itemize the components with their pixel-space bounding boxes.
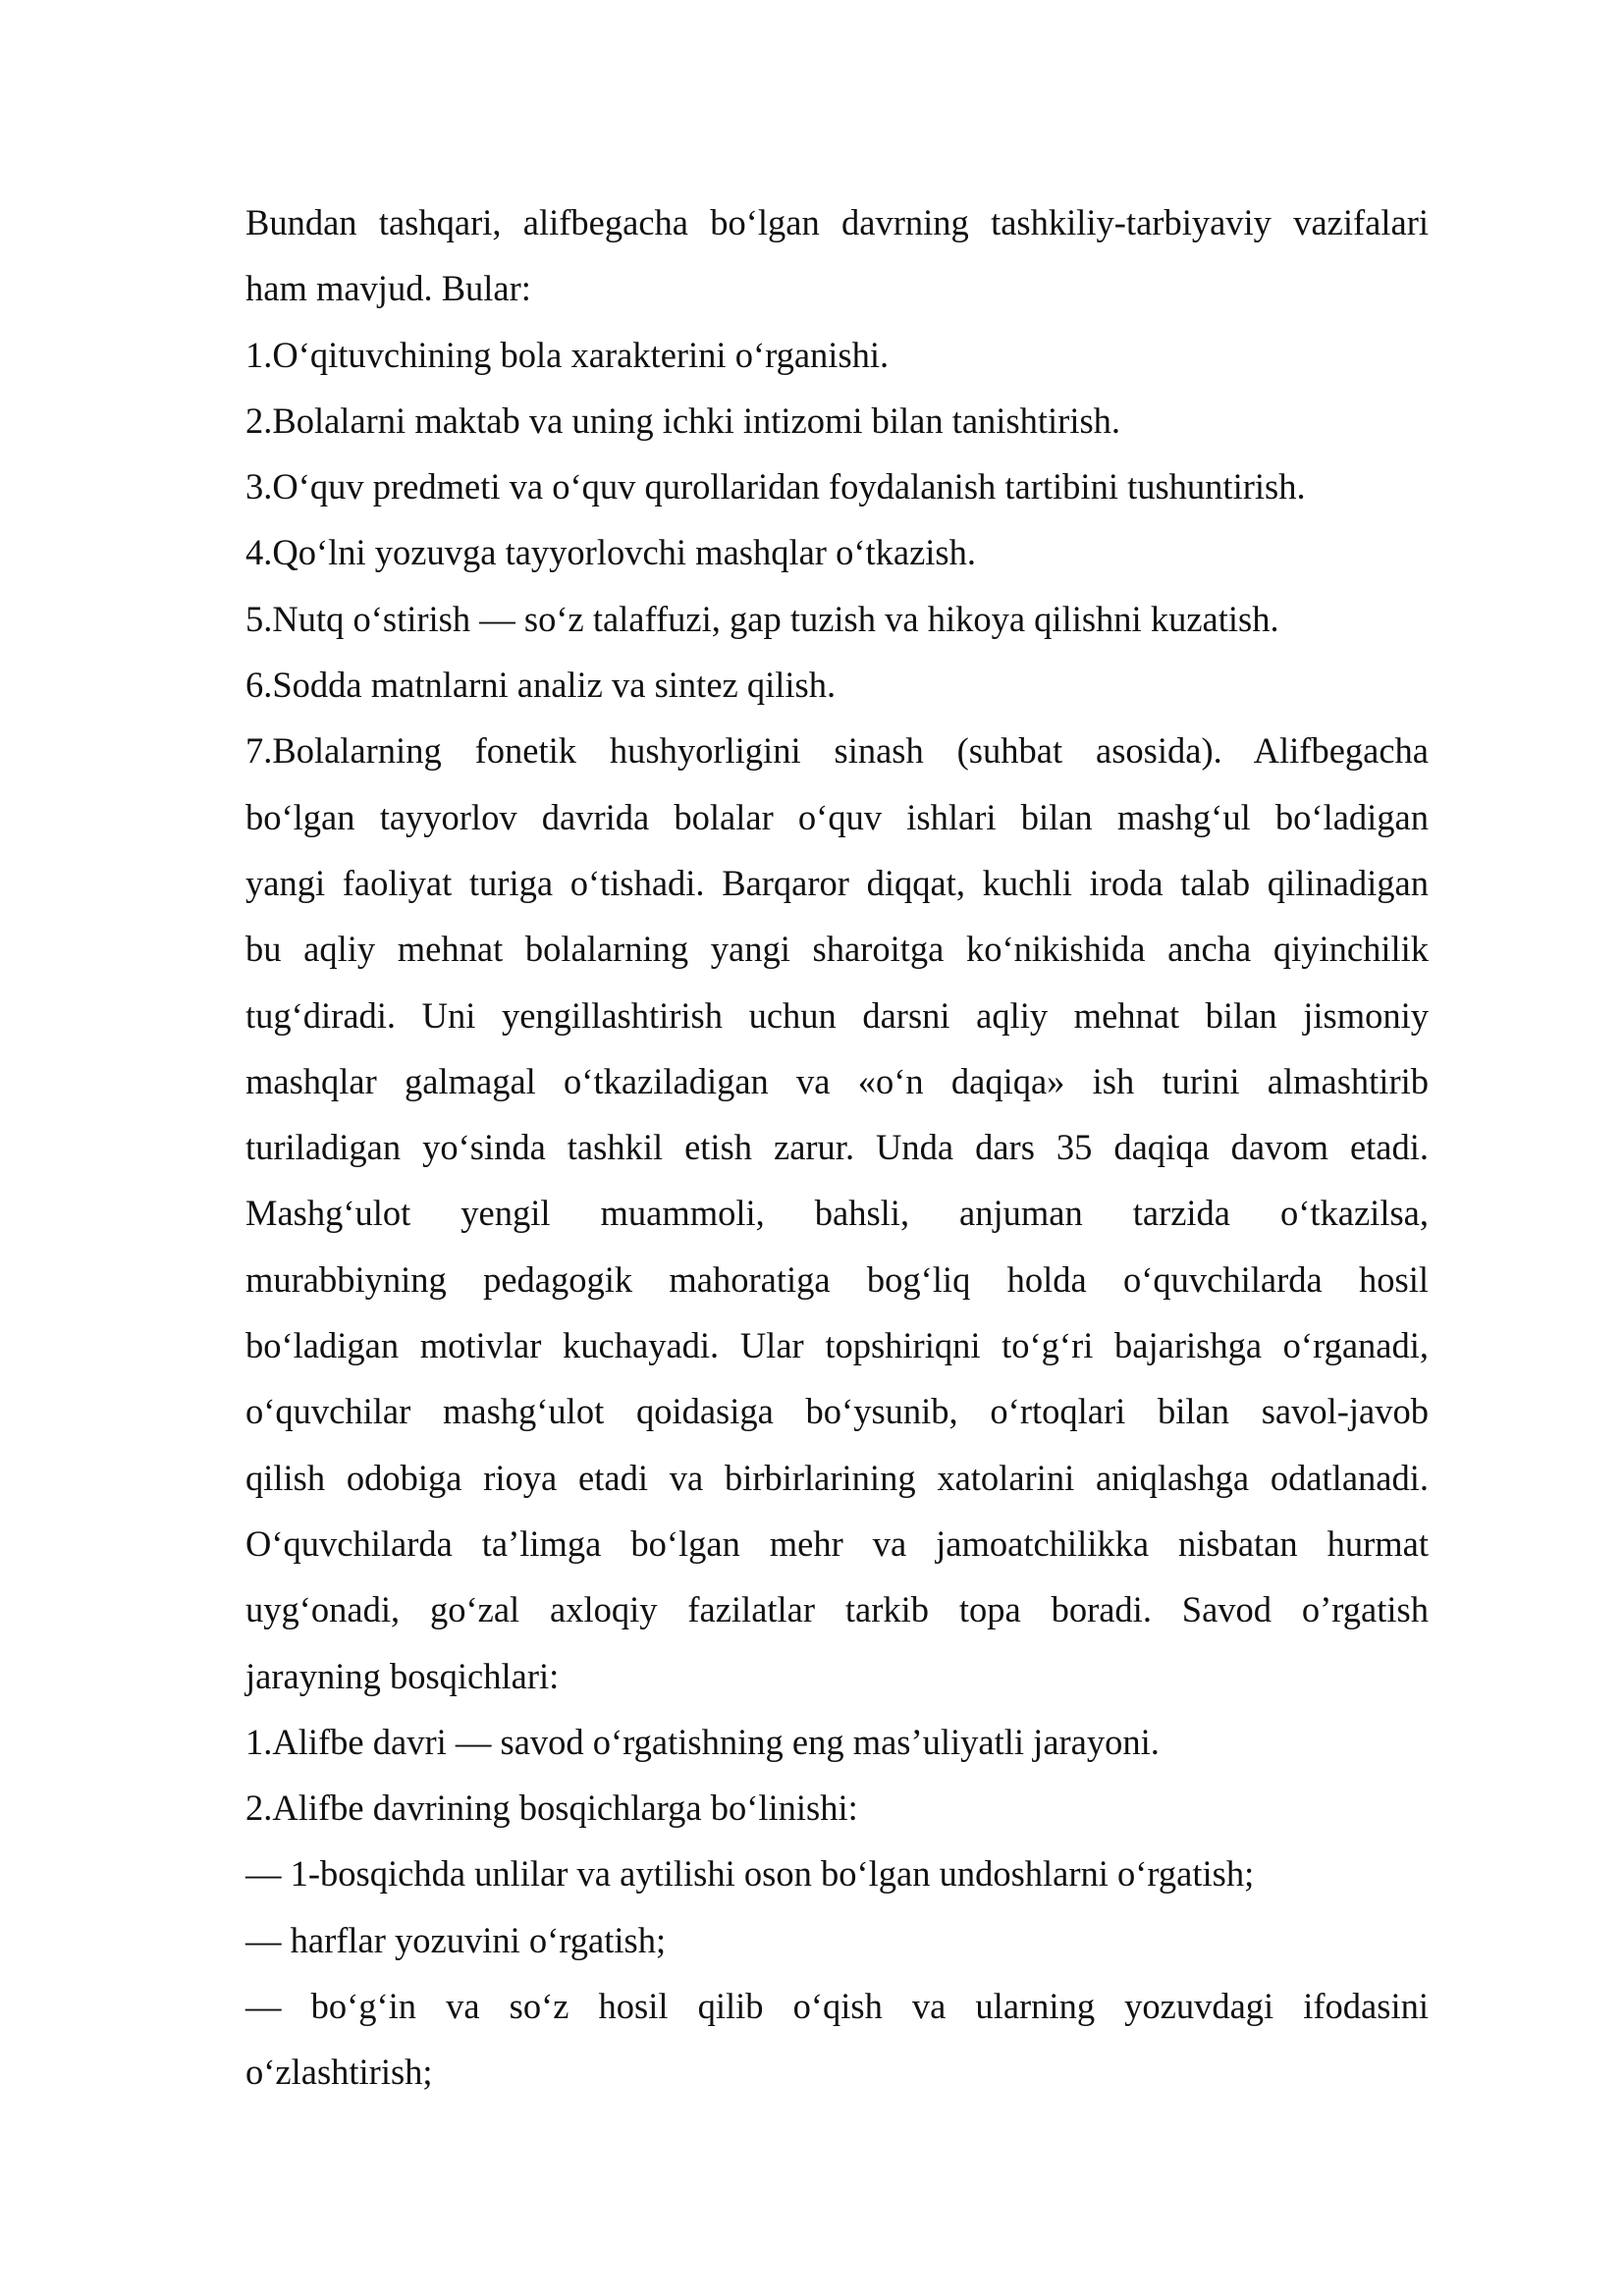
paragraph-7-line-10: bo‘ladigan motivlar kuchayadi. Ular topshiriqni to‘g‘ri bajarishga o‘rganadi, (245, 1325, 1429, 1366)
paragraph-7-line-3: yangi faoliyat turiga o‘tishadi. Barqaror diqqat, kuchli iroda talab qilinadigan (245, 862, 1429, 903)
final-item-line-2: o‘zlashtirish; (245, 2052, 433, 2093)
intro-line-2: ham mavjud. Bular: (245, 268, 531, 309)
task-item-6: 6.Sodda matnlarni analiz va sintez qilish. (245, 665, 837, 706)
paragraph-7-line-11: o‘quvchilar mashg‘ulot qoidasiga bo‘ysunib, o‘rtoqlari bilan savol-javob (245, 1391, 1429, 1432)
stage-item-2: 2.Alifbe davrining bosqichlarga bo‘linishi: (245, 1788, 858, 1829)
paragraph-7-line-6: mashqlar galmagal o‘tkaziladigan va «o‘n daqiqa» ish turini almashtirib (245, 1060, 1429, 1101)
paragraph-7-line-5: tug‘diradi. Uni yengillashtirish uchun darsni aqliy mehnat bilan jismoniy (245, 994, 1429, 1036)
intro-line-1: Bundan tashqari, alifbegacha bo‘lgan davrning tashkiliy-tarbiyaviy vazifalari (245, 202, 1429, 242)
task-item-2: 2.Bolalarni maktab va uning ichki intizomi bilan tanishtirish. (245, 400, 1121, 441)
paragraph-7-last-line: jarayning bosqichlari: (245, 1655, 560, 1696)
paragraph-7-line-12: qilish odobiga rioya etadi va birbirlarining xatolarini aniqlashga odatlanadi. (245, 1457, 1429, 1498)
paragraph-7-line-8: Mashg‘ulot yengil muammoli, bahsli, anjuman tarzida o‘tkazilsa, (245, 1193, 1429, 1234)
paragraph-7-line-14: uyg‘onadi, go‘zal axloqiy fazilatlar tarkib topa boradi. Savod o’rgatish (245, 1589, 1429, 1630)
paragraph-7-line-2: bo‘lgan tayyorlov davrida bolalar o‘quv ishlari bilan mashg‘ul bo‘ladigan (245, 796, 1429, 837)
final-item-line-1: — bo‘g‘in va so‘z hosil qilib o‘qish va ularning yozuvdagi ifodasini (245, 1986, 1429, 2027)
paragraph-7-line-1: 7.Bolalarning fonetik hushyorligini sinash (suhbat asosida). Alifbegacha (245, 730, 1429, 772)
substage-item-2: — harflar yozuvini o‘rgatish; (245, 1919, 667, 1960)
substage-item-1: — 1-bosqichda unlilar va aytilishi oson bo‘lgan undoshlarni o‘rgatish; (245, 1853, 1255, 1895)
paragraph-7-line-4: bu aqliy mehnat bolalarning yangi sharoitga ko‘nikishida ancha qiyinchilik (245, 929, 1429, 970)
paragraph-7-line-13: O‘quvchilarda ta’limga bo‘lgan mehr va jamoatchilikka nisbatan hurmat (245, 1522, 1429, 1564)
stage-item-1: 1.Alifbe davri — savod o‘rgatishning eng mas’uliyatli jarayoni. (245, 1721, 1160, 1762)
document-page (245, 189, 1429, 2106)
paragraph-7-line-9: murabbiyning pedagogik mahoratiga bog‘liq holda o‘quvchilarda hosil (245, 1258, 1429, 1300)
task-item-1: 1.O‘qituvchining bola xarakterini o‘rganishi. (245, 334, 890, 375)
task-item-4: 4.Qo‘lni yozuvga tayyorlovchi mashqlar o‘tkazish. (245, 532, 977, 573)
task-item-3: 3.O‘quv predmeti va o‘quv qurollaridan foydalanish tartibini tushuntirish. (245, 466, 1306, 507)
paragraph-7-line-7: turiladigan yo‘sinda tashkil etish zarur. Unda dars 35 daqiqa davom etadi. (245, 1127, 1429, 1168)
task-item-5: 5.Nutq o‘stirish — so‘z talaffuzi, gap tuzish va hikoya qilishni kuzatish. (245, 598, 1279, 639)
